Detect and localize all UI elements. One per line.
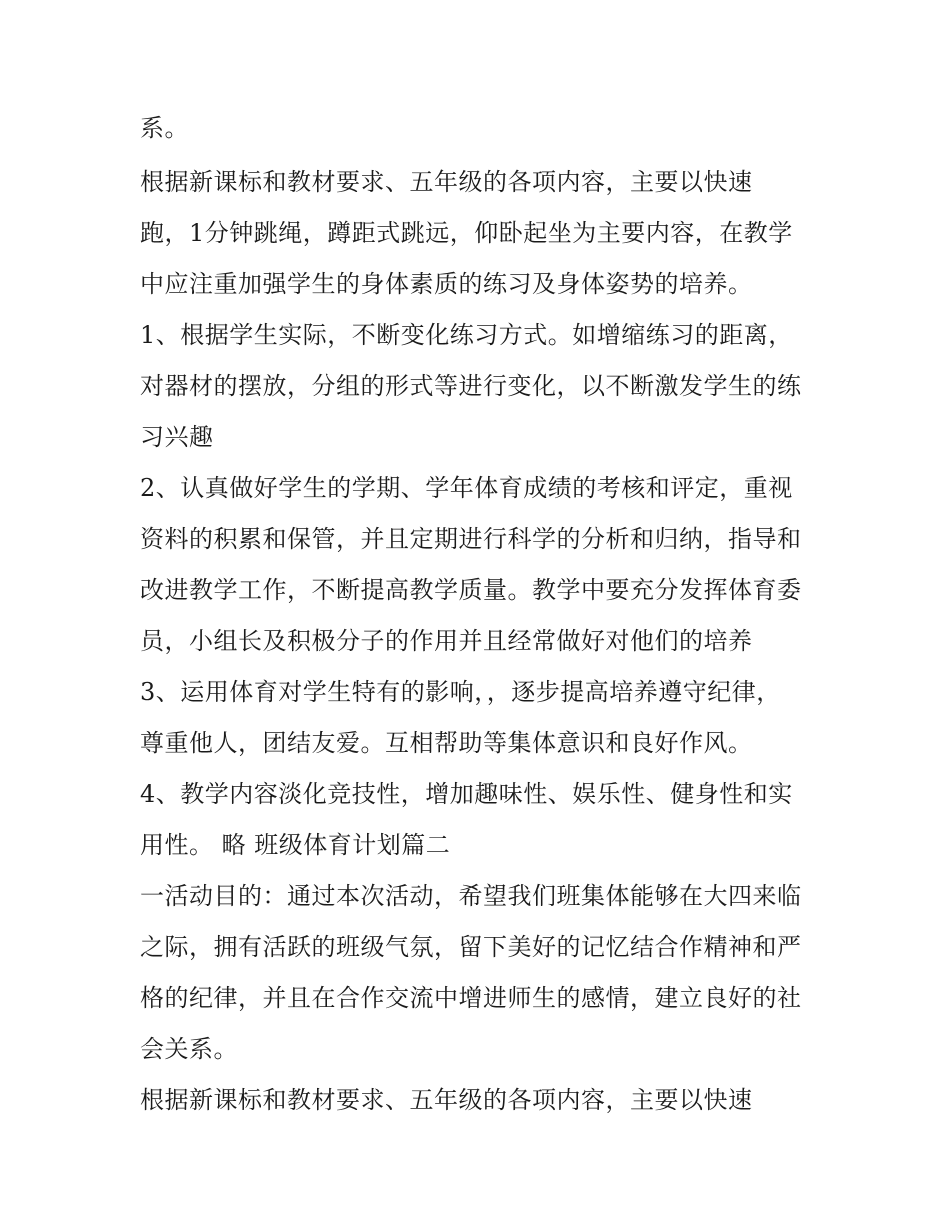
text-line: 1、根据学生实际，不断变化练习方式。如增缩练习的距离，: [140, 321, 793, 349]
text-line: 格的纪律，并且在合作交流中增进师生的感情，建立良好的社: [140, 984, 802, 1012]
text-line: 尊重他人，团结友爱。互相帮助等集体意识和良好作风。: [140, 729, 753, 757]
text-line: 跑，1分钟跳绳，蹲距式跳远，仰卧起坐为主要内容，在教学: [140, 219, 793, 247]
text-line: 之际，拥有活跃的班级气氛，留下美好的记忆结合作精神和严: [140, 933, 802, 961]
text-line: 中应注重加强学生的身体素质的练习及身体姿势的培养。: [140, 270, 753, 298]
text-line: 根据新课标和教材要求、五年级的各项内容，主要以快速: [140, 168, 753, 196]
text-line: 资料的积累和保管，并且定期进行科学的分析和归纳，指导和: [140, 525, 802, 553]
text-line: 3、运用体育对学生特有的影响，，逐步提高培养遵守纪律，: [140, 678, 781, 706]
text-line: 系。: [140, 114, 189, 142]
text-line: 习兴趣: [140, 423, 214, 451]
text-line: 改进教学工作，不断提高教学质量。教学中要充分发挥体育委: [140, 576, 802, 604]
text-line: 员，小组长及积极分子的作用并且经常做好对他们的培养: [140, 627, 753, 655]
text-line: 用性。 略 班级体育计划篇二: [140, 831, 451, 859]
text-line: 4、教学内容淡化竞技性，增加趣味性、娱乐性、健身性和实: [140, 780, 793, 808]
text-line: 会关系。: [140, 1035, 238, 1063]
text-line: 根据新课标和教材要求、五年级的各项内容，主要以快速: [140, 1086, 753, 1114]
text-line: 2、认真做好学生的学期、学年体育成绩的考核和评定，重视: [140, 474, 793, 502]
text-line: 一活动目的：通过本次活动，希望我们班集体能够在大四来临: [140, 882, 802, 910]
text-line: 对器材的摆放，分组的形式等进行变化，以不断激发学生的练: [140, 372, 802, 400]
